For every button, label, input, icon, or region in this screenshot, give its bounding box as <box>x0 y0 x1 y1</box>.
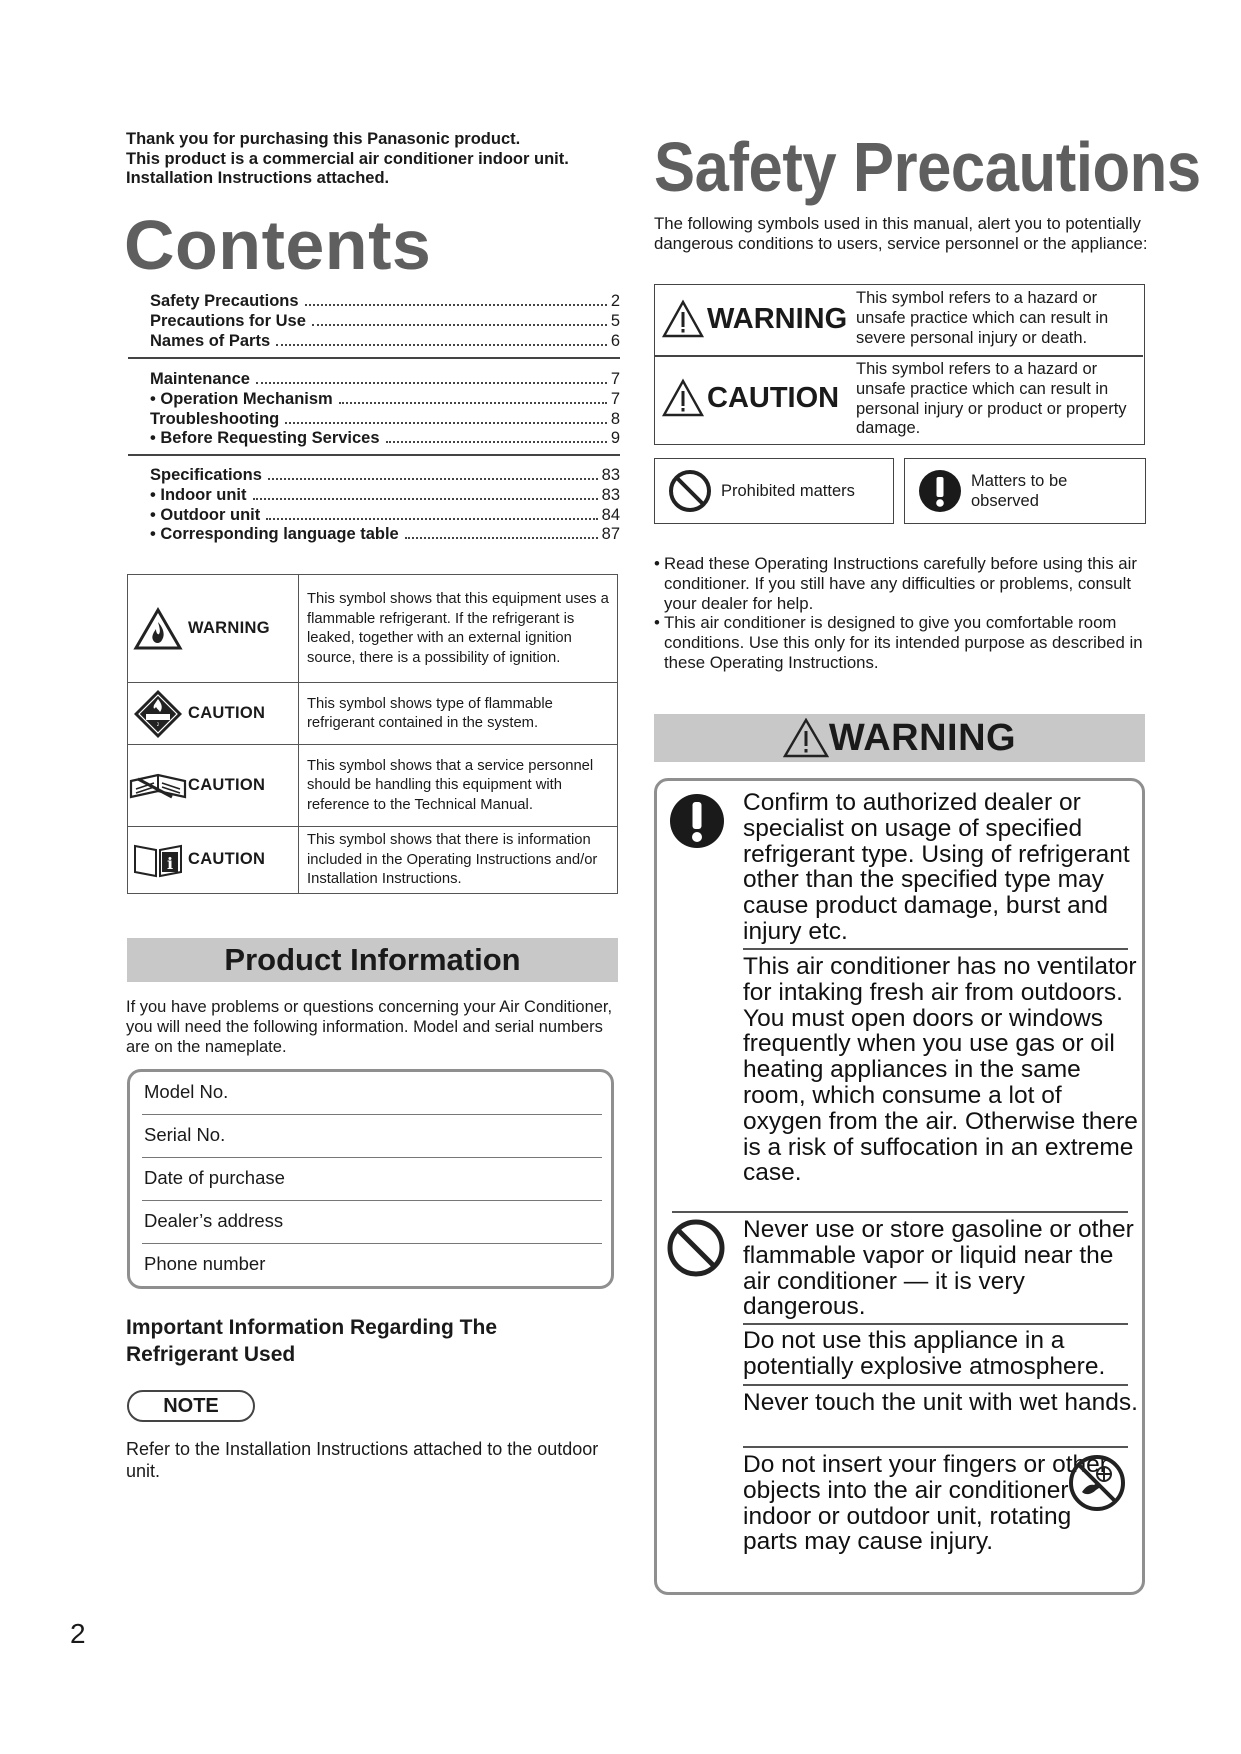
toc-page: 83 <box>601 466 620 484</box>
toc-group <box>150 292 620 351</box>
toc-label: Safety Precautions <box>150 292 299 310</box>
toc-page: 2 <box>610 292 620 310</box>
warning-divider <box>743 1384 1128 1386</box>
field-label: Dealer’s address <box>144 1210 284 1231</box>
warning-item: Confirm to authorized dealer or specialist on usage of specified refrigerant type. Using of refrigerant other than the specified type may cause product damage, burst and injury etc. <box>743 789 1130 945</box>
field-label: Model No. <box>144 1081 229 1102</box>
warning-legend-label: WARNING <box>707 302 848 335</box>
warning-legend-row <box>655 285 1143 355</box>
toc-label: Specifications <box>150 466 262 484</box>
warning-heading: WARNING <box>828 716 1017 759</box>
serial-no-field[interactable] <box>142 1115 602 1158</box>
symbol-description: This symbol shows type of flammable refrigerant contained in the system. <box>299 683 618 745</box>
toc-label: Maintenance <box>150 370 250 388</box>
toc-page: 6 <box>610 331 620 350</box>
intro-line: Thank you for purchasing this Panasonic product. <box>126 130 521 148</box>
reading-notes <box>654 554 1144 673</box>
symbol-label: WARNING <box>188 619 270 637</box>
toc-page: 7 <box>610 370 620 388</box>
product-info-form <box>127 1069 614 1289</box>
toc-label: Troubleshooting <box>150 409 280 428</box>
toc-page: 7 <box>610 389 620 408</box>
toc-entry[interactable] <box>150 429 620 449</box>
toc-group <box>150 370 620 449</box>
symbol-description: This symbol shows that there is information included in the Operating Instructions and/or Installation Instructions. <box>299 827 618 894</box>
toc-entry[interactable] <box>150 390 620 410</box>
flammable-warning-icon <box>128 607 188 651</box>
field-label: Date of purchase <box>144 1167 285 1188</box>
warning-triangle-icon <box>661 299 705 339</box>
warning-divider <box>743 1323 1128 1325</box>
toc-label: Precautions for Use <box>150 311 306 330</box>
prohibited-label: Prohibited matters <box>721 482 855 500</box>
warning-item: Never touch the unit with wet hands. <box>743 1389 1138 1416</box>
symbol-label: CAUTION <box>188 850 266 869</box>
technical-manual-icon <box>128 769 188 803</box>
warning-divider <box>743 948 1128 950</box>
intro-line: This product is a commercial air conditioner indoor unit. <box>126 149 569 168</box>
field-label: Phone number <box>144 1253 266 1274</box>
symbol-row <box>128 827 618 894</box>
warning-legend-text: This symbol refers to a hazard or unsafe practice which can result in severe personal injury or death. <box>856 289 1109 347</box>
toc-page: 9 <box>610 429 620 448</box>
warning-caution-legend <box>654 284 1145 445</box>
field-label: Serial No. <box>144 1124 226 1145</box>
symbol-row <box>128 683 618 745</box>
toc-label: • Indoor unit <box>150 485 247 504</box>
refrigerant-heading: Important Information Regarding The Refrigerant Used <box>126 1316 497 1366</box>
product-info-heading: Product Information <box>127 938 618 982</box>
note-badge: NOTE <box>127 1390 255 1422</box>
prohibited-icon <box>666 1218 726 1278</box>
toc-entry[interactable] <box>150 370 620 390</box>
no-fingers-fan-icon <box>1068 1454 1126 1512</box>
contents-title: Contents <box>124 206 432 284</box>
safety-title: Safety Precautions <box>654 128 1201 206</box>
symbol-label: CAUTION <box>188 704 266 722</box>
symbol-description: This symbol shows that a service personnel should be handling this equipment with reference to the Technical Manual. <box>299 745 618 827</box>
warning-triangle-icon <box>783 718 829 758</box>
svg-text:2: 2 <box>156 721 160 727</box>
reading-note: • Read these Operating Instructions carefully before using this air conditioner. If you still have any difficulties or problems, consult your dealer for help. <box>654 554 1144 613</box>
toc-group <box>150 466 620 545</box>
toc-entry[interactable] <box>150 486 620 506</box>
mandatory-exclamation-icon <box>668 792 726 850</box>
toc-page: 83 <box>601 485 620 504</box>
svg-text:i: i <box>166 853 174 873</box>
toc-entry[interactable] <box>150 506 620 526</box>
info-manual-icon <box>128 842 188 878</box>
dealer-address-field[interactable] <box>142 1201 602 1244</box>
toc-page: 5 <box>610 311 620 330</box>
phone-number-field[interactable] <box>142 1244 602 1287</box>
warning-heading-band <box>654 714 1145 762</box>
toc-entry[interactable] <box>150 525 620 545</box>
toc-entry[interactable] <box>150 466 620 486</box>
product-info-text: If you have problems or questions concerning your Air Conditioner, you will need the following information. Model and serial numbers are on the nameplate. <box>126 998 613 1056</box>
caution-triangle-icon <box>661 378 705 418</box>
toc-divider <box>128 454 620 456</box>
toc-label: Names of Parts <box>150 331 271 350</box>
toc-page: 8 <box>610 409 620 428</box>
note-text: Refer to the Installation Instructions attached to the outdoor unit. <box>126 1439 599 1481</box>
prohibited-icon <box>668 469 712 513</box>
toc-label: • Before Requesting Services <box>150 429 380 448</box>
warning-item: Do not insert your fingers or other objects into the air conditioner indoor or outdoor unit, rotating parts may cause injury. <box>743 1451 1108 1556</box>
observed-legend <box>904 458 1146 524</box>
warning-item: This air conditioner has no ventilator for intaking fresh air from outdoors. You must open doors or windows frequently when you use gas or oil heating appliances in the same room, which consume a lot of oxygen from the air. Otherwise there is a risk of suffocation in an extreme case. <box>743 953 1138 1187</box>
page-number: 2 <box>70 1618 86 1649</box>
toc-entry[interactable] <box>150 292 620 312</box>
warning-divider <box>672 1211 1128 1213</box>
prohibited-legend <box>654 458 894 524</box>
toc-page: 87 <box>601 525 620 544</box>
symbol-description: This symbol shows that this equipment uses a flammable refrigerant. If the refrigerant is leaked, together with an external ignition source, there is a possibility of ignition. <box>299 575 618 683</box>
toc-label: • Corresponding language table <box>150 525 399 544</box>
toc-entry[interactable] <box>150 312 620 332</box>
caution-legend-row <box>655 356 1143 444</box>
symbol-label: CAUTION <box>188 776 266 794</box>
warning-item: Do not use this appliance in a potentially explosive atmosphere. <box>743 1327 1106 1380</box>
caution-legend-label: CAUTION <box>707 381 840 414</box>
safety-intro: The following symbols used in this manual, alert you to potentially dangerous conditions to users, service personnel or the appliance: <box>654 214 1148 253</box>
model-no-field[interactable] <box>142 1072 602 1115</box>
intro-text <box>126 130 646 189</box>
symbol-row <box>128 575 618 683</box>
intro-line: Installation Instructions attached. <box>126 169 390 187</box>
warning-divider <box>743 1446 1128 1448</box>
date-of-purchase-field[interactable] <box>142 1158 602 1201</box>
symbol-table <box>127 574 618 894</box>
symbol-row <box>128 745 618 827</box>
toc-label: • Outdoor unit <box>150 505 261 524</box>
reading-note: • This air conditioner is designed to give you comfortable room conditions. Use this only for its intended purpose as described in these Operating Instructions. <box>654 613 1144 672</box>
warning-item: Never use or store gasoline or other flammable vapor or liquid near the air conditioner — it is very dangerous. <box>743 1216 1134 1321</box>
toc-entry[interactable] <box>150 410 620 430</box>
observed-label: Matters to be observed <box>971 472 1068 510</box>
caution-legend-text: This symbol refers to a hazard or unsafe practice which can result in personal injury or product or property damage. <box>856 360 1127 438</box>
toc-entry[interactable] <box>150 332 620 352</box>
flammable-gas-diamond-icon <box>128 688 188 740</box>
mandatory-exclamation-icon <box>917 468 963 514</box>
toc-page: 84 <box>601 505 620 524</box>
toc-label: • Operation Mechanism <box>150 389 333 408</box>
toc-divider <box>128 357 620 359</box>
